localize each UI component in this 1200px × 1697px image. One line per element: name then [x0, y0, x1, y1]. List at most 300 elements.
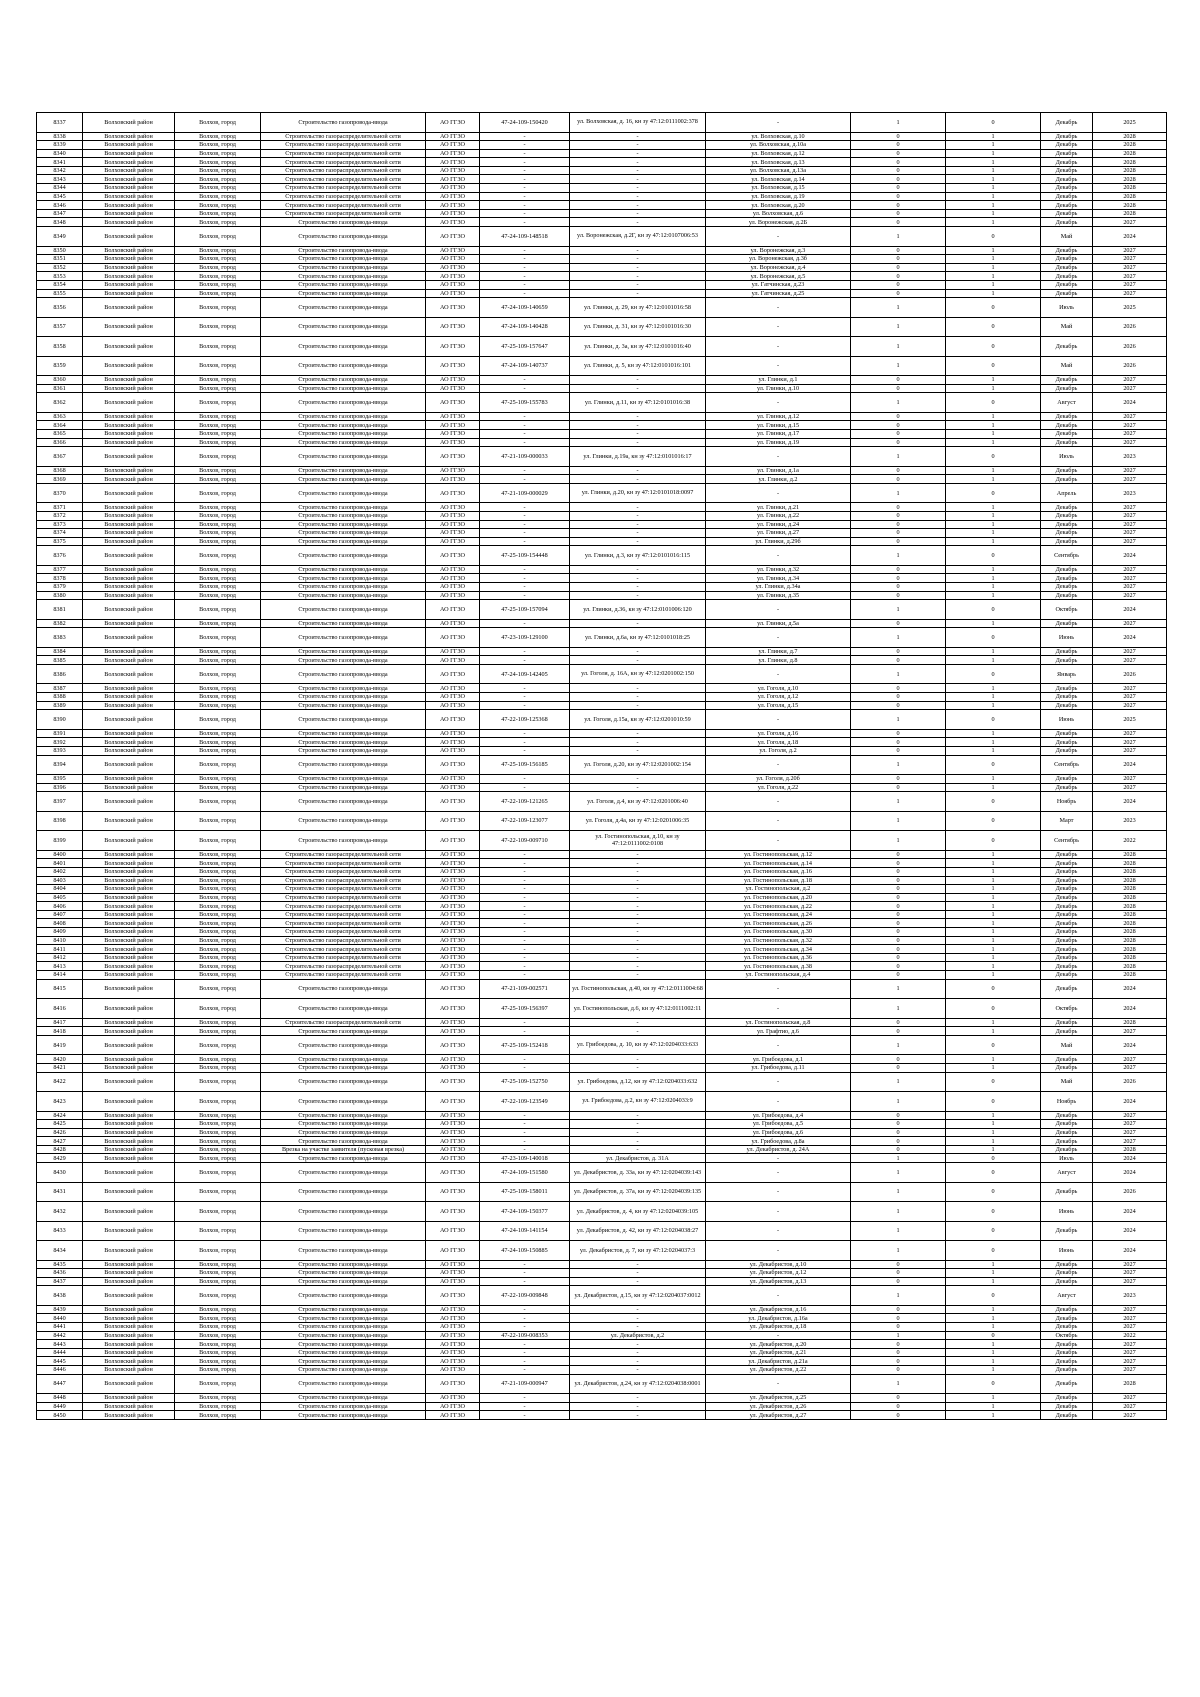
town-cell: Волхов, город	[175, 1120, 261, 1129]
applicant-address-cell: -	[570, 1323, 706, 1332]
year-cell: 2028	[1093, 175, 1167, 184]
applicant-address-cell: -	[570, 1027, 706, 1036]
object-address-cell: ул. Глинки, д.34а	[706, 583, 851, 592]
work-type-cell: Строительство газопровода-ввода	[261, 272, 426, 281]
row-number: 8428	[37, 1145, 83, 1154]
district-cell: Волховский район	[83, 1182, 175, 1202]
district-cell: Волховский район	[83, 246, 175, 255]
town-cell: Волхов, город	[175, 583, 261, 592]
town-cell: Волхов, город	[175, 537, 261, 546]
year-cell: 2028	[1093, 971, 1167, 980]
row-number: 8360	[37, 376, 83, 385]
count-b-cell: 1	[946, 919, 1041, 928]
district-cell: Волховский район	[83, 1035, 175, 1055]
district-cell: Волховский район	[83, 255, 175, 264]
count-a-cell: 0	[851, 1357, 946, 1366]
cadastre-number-cell: 47-25-109-158011	[480, 1182, 570, 1202]
table-row	[37, 272, 1167, 281]
row-number: 8383	[37, 628, 83, 648]
count-a-cell: 1	[851, 317, 946, 337]
month-cell: Декабрь	[1041, 1182, 1093, 1202]
applicant-address-cell: ул. Глинки, д. 3а, кн зу 47:12:0101016:40	[570, 337, 706, 357]
year-cell: 2028	[1093, 910, 1167, 919]
table-row	[37, 429, 1167, 438]
table-row	[37, 421, 1167, 430]
district-cell: Волховский район	[83, 546, 175, 566]
count-a-cell: 1	[851, 1163, 946, 1183]
year-cell: 2028	[1093, 885, 1167, 894]
object-address-cell: ул. Декабристов, д.22	[706, 1366, 851, 1375]
work-type-cell: Строительство газопровода-ввода	[261, 1182, 426, 1202]
year-cell: 2026	[1093, 664, 1167, 684]
object-address-cell: ул. Гоголя, д.2	[706, 746, 851, 755]
work-type-cell: Строительство газопровода-ввода	[261, 591, 426, 600]
row-number: 8409	[37, 928, 83, 937]
count-a-cell: 0	[851, 263, 946, 272]
district-cell: Волховский район	[83, 811, 175, 831]
applicant-address-cell: -	[570, 520, 706, 529]
table-row	[37, 1111, 1167, 1120]
count-b-cell: 0	[946, 792, 1041, 812]
district-cell: Волховский район	[83, 227, 175, 247]
object-address-cell: ул. Декабристов, д. 24А	[706, 1145, 851, 1154]
object-address-cell: -	[706, 1241, 851, 1261]
applicant-address-cell: ул. Глинки, д.36, кн зу 47:12:0101006:120	[570, 600, 706, 620]
row-number: 8421	[37, 1063, 83, 1072]
count-a-cell: 1	[851, 811, 946, 831]
district-cell: Волховский район	[83, 664, 175, 684]
year-cell: 2023	[1093, 1286, 1167, 1306]
year-cell: 2022	[1093, 1331, 1167, 1340]
table-row	[37, 1394, 1167, 1403]
district-cell: Волховский район	[83, 910, 175, 919]
applicant-address-cell: -	[570, 746, 706, 755]
month-cell: Декабрь	[1041, 1411, 1093, 1420]
cadastre-number-cell: 47-24-109-148518	[480, 227, 570, 247]
organization-cell: АО ГГЗО	[426, 1063, 480, 1072]
town-cell: Волхов, город	[175, 1111, 261, 1120]
organization-cell: АО ГГЗО	[426, 928, 480, 937]
table-row	[37, 710, 1167, 730]
row-number: 8440	[37, 1314, 83, 1323]
cadastre-number-cell: -	[480, 537, 570, 546]
district-cell: Волховский район	[83, 475, 175, 484]
year-cell: 2027	[1093, 684, 1167, 693]
town-cell: Волхов, город	[175, 1305, 261, 1314]
table-row	[37, 893, 1167, 902]
month-cell: Сентябрь	[1041, 831, 1093, 851]
count-b-cell: 0	[946, 393, 1041, 413]
count-b-cell: 1	[946, 475, 1041, 484]
count-b-cell: 0	[946, 1182, 1041, 1202]
work-type-cell: Строительство газопровода-ввода	[261, 546, 426, 566]
count-b-cell: 1	[946, 738, 1041, 747]
applicant-address-cell: -	[570, 412, 706, 421]
count-b-cell: 1	[946, 859, 1041, 868]
year-cell: 2026	[1093, 337, 1167, 357]
year-cell: 2023	[1093, 811, 1167, 831]
applicant-address-cell: -	[570, 475, 706, 484]
town-cell: Волхов, город	[175, 1221, 261, 1241]
object-address-cell: -	[706, 600, 851, 620]
table-row	[37, 1072, 1167, 1092]
applicant-address-cell: -	[570, 384, 706, 393]
object-address-cell: ул. Гостинопольская, д.14	[706, 859, 851, 868]
organization-cell: АО ГГЗО	[426, 910, 480, 919]
month-cell: Декабрь	[1041, 783, 1093, 792]
organization-cell: АО ГГЗО	[426, 738, 480, 747]
row-number: 8396	[37, 783, 83, 792]
cadastre-number-cell: -	[480, 893, 570, 902]
year-cell: 2027	[1093, 529, 1167, 538]
month-cell: Декабрь	[1041, 1340, 1093, 1349]
object-address-cell: ул. Декабристов, д.20	[706, 1340, 851, 1349]
count-b-cell: 1	[946, 867, 1041, 876]
organization-cell: АО ГГЗО	[426, 783, 480, 792]
object-address-cell: ул. Волховская, д.13а	[706, 166, 851, 175]
object-address-cell: ул. Глинки, д.1	[706, 376, 851, 385]
row-number: 8387	[37, 684, 83, 693]
count-b-cell: 1	[946, 141, 1041, 150]
row-number: 8445	[37, 1357, 83, 1366]
cadastre-number-cell: -	[480, 971, 570, 980]
row-number: 8373	[37, 520, 83, 529]
count-b-cell: 1	[946, 272, 1041, 281]
town-cell: Волхов, город	[175, 209, 261, 218]
work-type-cell: Строительство газопровода-ввода	[261, 999, 426, 1019]
town-cell: Волхов, город	[175, 1063, 261, 1072]
month-cell: Декабрь	[1041, 520, 1093, 529]
object-address-cell: ул. Волховская, д.6	[706, 209, 851, 218]
table-row	[37, 132, 1167, 141]
cadastre-number-cell: -	[480, 158, 570, 167]
town-cell: Волхов, город	[175, 1357, 261, 1366]
month-cell: Июль	[1041, 447, 1093, 467]
applicant-address-cell: -	[570, 962, 706, 971]
cadastre-number-cell: -	[480, 466, 570, 475]
applicant-address-cell: ул. Гостинопольская, д.10, кн зу 47:12:0111002:0108	[570, 831, 706, 851]
organization-cell: АО ГГЗО	[426, 1241, 480, 1261]
table-row	[37, 999, 1167, 1019]
object-address-cell: ул. Волховская, д.20	[706, 201, 851, 210]
month-cell: Декабрь	[1041, 1357, 1093, 1366]
count-a-cell: 0	[851, 421, 946, 430]
work-type-cell: Строительство газораспределительной сети	[261, 885, 426, 894]
month-cell: Сентябрь	[1041, 546, 1093, 566]
month-cell: Декабрь	[1041, 1111, 1093, 1120]
organization-cell: АО ГГЗО	[426, 775, 480, 784]
work-type-cell: Строительство газораспределительной сети	[261, 184, 426, 193]
count-a-cell: 1	[851, 337, 946, 357]
applicant-address-cell: -	[570, 1111, 706, 1120]
month-cell: Декабрь	[1041, 1018, 1093, 1027]
organization-cell: АО ГГЗО	[426, 529, 480, 538]
work-type-cell: Строительство газопровода-ввода	[261, 783, 426, 792]
organization-cell: АО ГГЗО	[426, 1286, 480, 1306]
district-cell: Волховский район	[83, 447, 175, 467]
work-type-cell: Строительство газораспределительной сети	[261, 928, 426, 937]
month-cell: Декабрь	[1041, 384, 1093, 393]
work-type-cell: Строительство газораспределительной сети	[261, 201, 426, 210]
organization-cell: АО ГГЗО	[426, 755, 480, 775]
applicant-address-cell: -	[570, 1402, 706, 1411]
district-cell: Волховский район	[83, 999, 175, 1019]
year-cell: 2028	[1093, 902, 1167, 911]
work-type-cell: Строительство газопровода-ввода	[261, 1072, 426, 1092]
year-cell: 2027	[1093, 1128, 1167, 1137]
district-cell: Волховский район	[83, 1128, 175, 1137]
applicant-address-cell: -	[570, 729, 706, 738]
town-cell: Волхов, город	[175, 227, 261, 247]
object-address-cell: ул. Гостинопольская, д.30	[706, 928, 851, 937]
cadastre-number-cell: -	[480, 184, 570, 193]
object-address-cell: ул. Глинки, д.32	[706, 565, 851, 574]
applicant-address-cell: -	[570, 953, 706, 962]
month-cell: Декабрь	[1041, 867, 1093, 876]
work-type-cell: Строительство газораспределительной сети	[261, 971, 426, 980]
row-number: 8347	[37, 209, 83, 218]
cadastre-number-cell: -	[480, 885, 570, 894]
district-cell: Волховский район	[83, 1286, 175, 1306]
month-cell: Декабрь	[1041, 962, 1093, 971]
count-b-cell: 1	[946, 503, 1041, 512]
count-b-cell: 0	[946, 337, 1041, 357]
year-cell: 2027	[1093, 1348, 1167, 1357]
count-a-cell: 0	[851, 520, 946, 529]
year-cell: 2026	[1093, 356, 1167, 376]
object-address-cell: ул. Декабристов, д.21	[706, 1348, 851, 1357]
work-type-cell: Строительство газопровода-ввода	[261, 429, 426, 438]
work-type-cell: Строительство газопровода-ввода	[261, 1241, 426, 1261]
count-b-cell: 0	[946, 546, 1041, 566]
table-row	[37, 1092, 1167, 1112]
row-number: 8426	[37, 1128, 83, 1137]
row-number: 8422	[37, 1072, 83, 1092]
work-type-cell: Строительство газопровода-ввода	[261, 1163, 426, 1183]
month-cell: Декабрь	[1041, 272, 1093, 281]
district-cell: Волховский район	[83, 483, 175, 503]
district-cell: Волховский район	[83, 574, 175, 583]
row-number: 8406	[37, 902, 83, 911]
month-cell: Декабрь	[1041, 1221, 1093, 1241]
cadastre-number-cell: -	[480, 263, 570, 272]
year-cell: 2027	[1093, 565, 1167, 574]
object-address-cell: ул. Воронежская, д.2Б	[706, 218, 851, 227]
town-cell: Волхов, город	[175, 729, 261, 738]
count-a-cell: 0	[851, 289, 946, 298]
organization-cell: АО ГГЗО	[426, 141, 480, 150]
count-b-cell: 1	[946, 184, 1041, 193]
town-cell: Волхов, город	[175, 1374, 261, 1394]
row-number: 8425	[37, 1120, 83, 1129]
count-a-cell: 0	[851, 1269, 946, 1278]
row-number: 8449	[37, 1402, 83, 1411]
district-cell: Волховский район	[83, 113, 175, 133]
organization-cell: АО ГГЗО	[426, 280, 480, 289]
count-b-cell: 1	[946, 1340, 1041, 1349]
organization-cell: АО ГГЗО	[426, 263, 480, 272]
work-type-cell: Строительство газопровода-ввода	[261, 746, 426, 755]
applicant-address-cell: -	[570, 201, 706, 210]
work-type-cell: Строительство газораспределительной сети	[261, 893, 426, 902]
work-type-cell: Строительство газопровода-ввода	[261, 412, 426, 421]
district-cell: Волховский район	[83, 1027, 175, 1036]
year-cell: 2027	[1093, 280, 1167, 289]
organization-cell: АО ГГЗО	[426, 1027, 480, 1036]
town-cell: Волхов, город	[175, 421, 261, 430]
cadastre-number-cell: -	[480, 475, 570, 484]
town-cell: Волхов, город	[175, 1241, 261, 1261]
month-cell: Декабрь	[1041, 1063, 1093, 1072]
month-cell: Декабрь	[1041, 775, 1093, 784]
row-number: 8427	[37, 1137, 83, 1146]
count-b-cell: 1	[946, 1018, 1041, 1027]
row-number: 8447	[37, 1374, 83, 1394]
cadastre-number-cell: -	[480, 1063, 570, 1072]
district-cell: Волховский район	[83, 738, 175, 747]
object-address-cell: ул. Глинки, д.10	[706, 384, 851, 393]
year-cell: 2024	[1093, 979, 1167, 999]
year-cell: 2026	[1093, 1182, 1167, 1202]
row-number: 8353	[37, 272, 83, 281]
count-b-cell: 1	[946, 953, 1041, 962]
district-cell: Волховский район	[83, 936, 175, 945]
applicant-address-cell: ул. Гоголя, д.15а, кн зу 47:12:0201010:59	[570, 710, 706, 730]
work-type-cell: Строительство газораспределительной сети	[261, 936, 426, 945]
organization-cell: АО ГГЗО	[426, 289, 480, 298]
month-cell: Декабрь	[1041, 1260, 1093, 1269]
organization-cell: АО ГГЗО	[426, 1374, 480, 1394]
town-cell: Волхов, город	[175, 317, 261, 337]
applicant-address-cell: -	[570, 1305, 706, 1314]
applicant-address-cell: -	[570, 1055, 706, 1064]
work-type-cell: Врезка на участке заявителя (пусковая врезка)	[261, 1145, 426, 1154]
table-row	[37, 1323, 1167, 1332]
document-page	[36, 112, 1166, 1420]
count-b-cell: 1	[946, 255, 1041, 264]
cadastre-number-cell: 47-25-109-157647	[480, 337, 570, 357]
district-cell: Волховский район	[83, 1260, 175, 1269]
town-cell: Волхов, город	[175, 850, 261, 859]
year-cell: 2028	[1093, 953, 1167, 962]
applicant-address-cell: -	[570, 272, 706, 281]
table-row	[37, 483, 1167, 503]
row-number: 8413	[37, 962, 83, 971]
month-cell: Июнь	[1041, 710, 1093, 730]
count-b-cell: 1	[946, 945, 1041, 954]
row-number: 8355	[37, 289, 83, 298]
row-number: 8442	[37, 1331, 83, 1340]
district-cell: Волховский район	[83, 529, 175, 538]
count-a-cell: 0	[851, 1145, 946, 1154]
object-address-cell: -	[706, 393, 851, 413]
month-cell: Декабрь	[1041, 1323, 1093, 1332]
month-cell: Декабрь	[1041, 591, 1093, 600]
district-cell: Волховский район	[83, 729, 175, 738]
cadastre-number-cell: -	[480, 729, 570, 738]
table-row	[37, 831, 1167, 851]
year-cell: 2024	[1093, 393, 1167, 413]
district-cell: Волховский район	[83, 565, 175, 574]
work-type-cell: Строительство газопровода-ввода	[261, 701, 426, 710]
table-row	[37, 209, 1167, 218]
count-b-cell: 0	[946, 227, 1041, 247]
cadastre-number-cell: -	[480, 936, 570, 945]
count-b-cell: 0	[946, 1221, 1041, 1241]
town-cell: Волхов, город	[175, 619, 261, 628]
count-b-cell: 0	[946, 1072, 1041, 1092]
month-cell: Декабрь	[1041, 184, 1093, 193]
object-address-cell: ул. Гатчинская, д.25	[706, 289, 851, 298]
count-a-cell: 0	[851, 132, 946, 141]
organization-cell: АО ГГЗО	[426, 979, 480, 999]
applicant-address-cell: ул. Глинки, д.6а, кн зу 47:12:0101018:25	[570, 628, 706, 648]
work-type-cell: Строительство газопровода-ввода	[261, 113, 426, 133]
organization-cell: АО ГГЗО	[426, 1305, 480, 1314]
count-b-cell: 0	[946, 1202, 1041, 1222]
applicant-address-cell: -	[570, 209, 706, 218]
table-row	[37, 1063, 1167, 1072]
work-type-cell: Строительство газопровода-ввода	[261, 656, 426, 665]
work-type-cell: Строительство газопровода-ввода	[261, 227, 426, 247]
organization-cell: АО ГГЗО	[426, 356, 480, 376]
work-type-cell: Строительство газопровода-ввода	[261, 263, 426, 272]
work-type-cell: Строительство газопровода-ввода	[261, 218, 426, 227]
applicant-address-cell: -	[570, 775, 706, 784]
work-type-cell: Строительство газопровода-ввода	[261, 393, 426, 413]
year-cell: 2024	[1093, 1154, 1167, 1163]
object-address-cell: ул. Декабристов, д.18	[706, 1323, 851, 1332]
table-row	[37, 520, 1167, 529]
row-number: 8384	[37, 647, 83, 656]
count-a-cell: 0	[851, 384, 946, 393]
district-cell: Волховский район	[83, 859, 175, 868]
applicant-address-cell: -	[570, 1411, 706, 1420]
cadastre-number-cell: -	[480, 1027, 570, 1036]
count-a-cell: 1	[851, 1241, 946, 1261]
object-address-cell: -	[706, 811, 851, 831]
row-number: 8357	[37, 317, 83, 337]
month-cell: Июль	[1041, 1154, 1093, 1163]
year-cell: 2024	[1093, 1163, 1167, 1183]
table-row	[37, 701, 1167, 710]
count-a-cell: 0	[851, 619, 946, 628]
count-a-cell: 1	[851, 1035, 946, 1055]
month-cell: Декабрь	[1041, 192, 1093, 201]
work-type-cell: Строительство газопровода-ввода	[261, 246, 426, 255]
organization-cell: АО ГГЗО	[426, 1072, 480, 1092]
district-cell: Волховский район	[83, 1154, 175, 1163]
count-b-cell: 1	[946, 701, 1041, 710]
district-cell: Волховский район	[83, 656, 175, 665]
table-row	[37, 289, 1167, 298]
town-cell: Волхов, город	[175, 289, 261, 298]
table-row	[37, 1331, 1167, 1340]
object-address-cell: ул. Декабристов, д.10	[706, 1260, 851, 1269]
applicant-address-cell: -	[570, 738, 706, 747]
cadastre-number-cell: -	[480, 1402, 570, 1411]
town-cell: Волхов, город	[175, 1286, 261, 1306]
year-cell: 2027	[1093, 1260, 1167, 1269]
applicant-address-cell: -	[570, 1314, 706, 1323]
table-row	[37, 113, 1167, 133]
town-cell: Волхов, город	[175, 1348, 261, 1357]
organization-cell: АО ГГЗО	[426, 936, 480, 945]
count-a-cell: 0	[851, 280, 946, 289]
town-cell: Волхов, город	[175, 902, 261, 911]
row-number: 8338	[37, 132, 83, 141]
count-a-cell: 0	[851, 475, 946, 484]
